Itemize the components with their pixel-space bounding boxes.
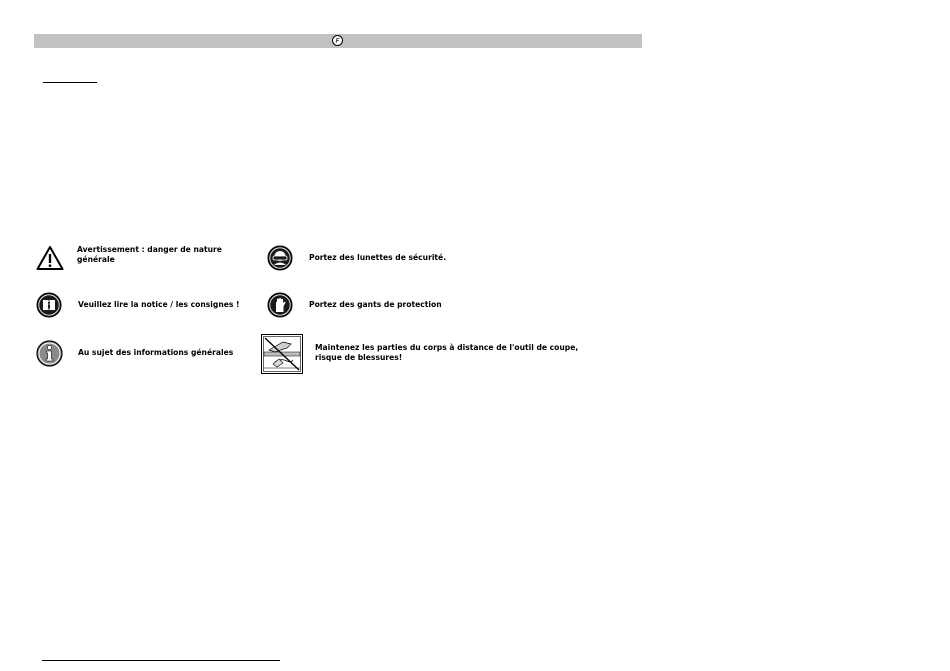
- symbol-manual: [36, 292, 240, 318]
- symbol-label-warning: Avertissement : danger de nature générale: [77, 245, 222, 264]
- symbol-warning: [36, 245, 222, 271]
- symbol-label-cutting-tool: Maintenez les parties du corps à distance de l'outil de coupe, risque de blessures!: [315, 342, 579, 362]
- header-bar: [34, 34, 642, 48]
- symbol-label-manual: Veuillez lire la notice / les consignes !: [78, 300, 240, 309]
- footnote-rule: [42, 660, 280, 661]
- symbol-cutting-tool: [261, 334, 578, 374]
- symbol-label-goggles: Portez des lunettes de sécurité.: [309, 253, 447, 262]
- symbol-label-info: Au sujet des informations générales: [78, 348, 234, 357]
- information-icon: [36, 340, 63, 367]
- safety-goggles-icon: [267, 245, 293, 271]
- warning-triangle-icon: [36, 245, 64, 271]
- heading-underline: [43, 82, 97, 83]
- language-badge: F: [332, 35, 343, 46]
- symbol-gloves: [267, 292, 442, 318]
- read-manual-icon: [36, 292, 62, 318]
- protective-gloves-icon: [267, 292, 293, 318]
- symbol-goggles: [267, 245, 446, 271]
- symbol-label-gloves: Portez des gants de protection: [309, 300, 442, 309]
- cutting-tool-hazard-icon: [261, 334, 303, 374]
- symbol-info: [36, 340, 233, 367]
